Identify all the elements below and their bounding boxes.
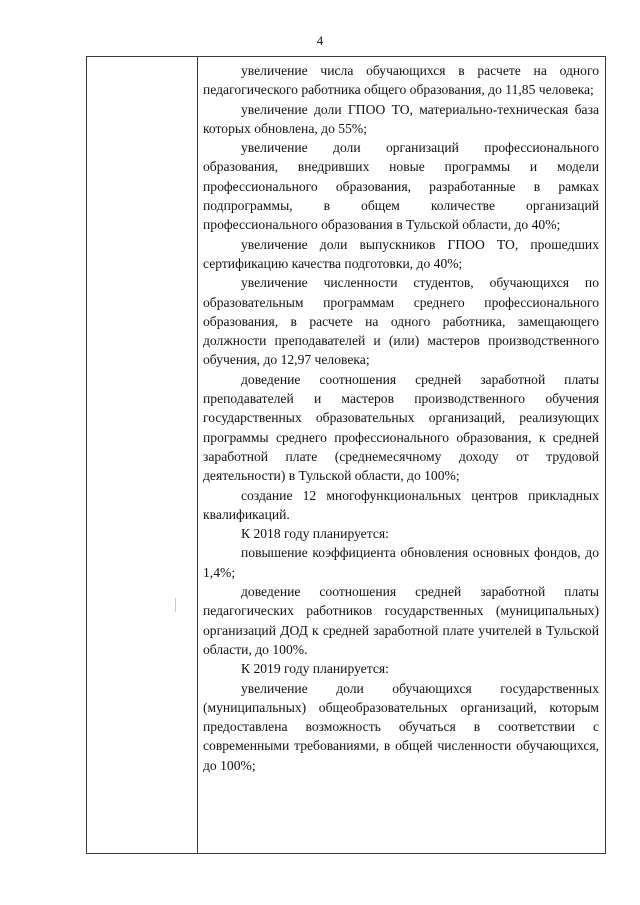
paragraph-gpoo-material-base: увеличение доли ГПОО ТО, материально-техническая база которых обновлена, до 55%; — [203, 101, 599, 136]
paragraph-qualification-centers: создание 12 многофункциональных центров прикладных квалификаций. — [203, 487, 599, 522]
paragraph-new-programs-share: увеличение доли организаций профессионального образования, внедривших новые программы и модели профессионального образования, разработанные в рамках подпрограммы, в общем количестве организаций профессионального образования в Тульской области, до 40%; — [203, 140, 599, 233]
heading-2018-plan: К 2018 году планируется: — [241, 526, 389, 542]
paragraph-students-per-teacher: увеличение числа обучающихся в расчете на одного педагогического работника общего образования, до 11,85 человека; — [203, 63, 599, 98]
paragraph-salary-ratio-dod: доведение соотношения средней заработной платы педагогических работников государственных (муниципальных) организаций ДОД к средней заработной плате учителей в Тульской области, до 100%. — [203, 584, 599, 657]
scan-artifact-mark — [175, 598, 176, 612]
paragraph-graduate-certification: увеличение доли выпускников ГПОО ТО, прошедших сертификацию качества подготовки, до 40%; — [203, 236, 599, 271]
paragraph-students-per-worker: увеличение численности студентов, обучающихся по образовательным программам среднего профессионального образования, в расчете на одного работника, замещающего должности преподавателей и (или) мастеров производственного обучения, до 12,97 человека; — [203, 275, 599, 368]
table-right-cell — [203, 61, 599, 775]
page-number: 4 — [316, 33, 324, 48]
table-left-cell — [87, 57, 197, 853]
table-column-divider — [197, 57, 198, 853]
paragraph-salary-ratio-teachers: доведение соотношения средней заработной платы преподавателей и мастеров производственного обучения государственных образовательных организаций, реализующих программы среднего профессионального образования, к средней заработной плате (среднемесячному доходу от трудовой деятельности) в Тульской области, до 100%; — [203, 371, 599, 484]
paragraph-fixed-assets-renewal: повышение коэффициента обновления основных фондов, до 1,4%; — [203, 545, 599, 580]
heading-2019-plan: К 2019 году планируется: — [241, 661, 389, 677]
document-table — [86, 56, 606, 854]
paragraph-modern-requirements: увеличение доли обучающихся государственных (муниципальных) общеобразовательных организаций, которым предоставлена возможность обучаться в соответствии с современными требованиями, в общей численности обучающихся, до 100%; — [203, 680, 599, 773]
